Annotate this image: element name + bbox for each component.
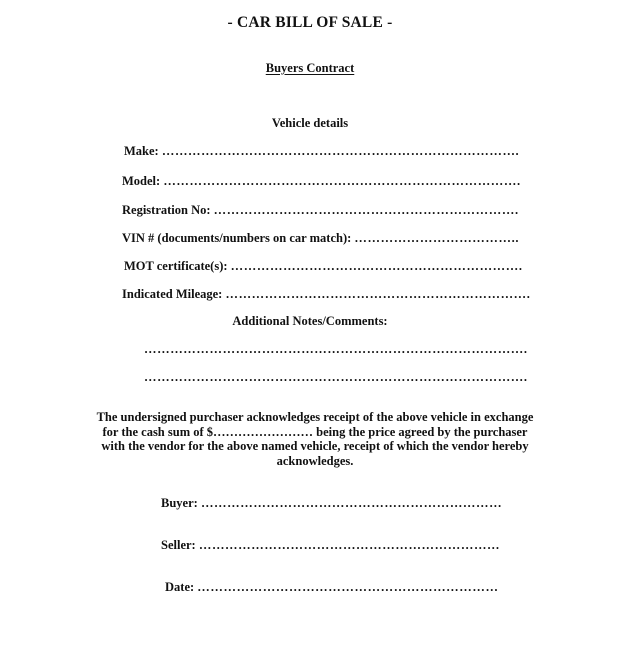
registration-label: Registration No:	[122, 203, 211, 217]
mot-blank[interactable]: ………………………………………………………….	[230, 259, 523, 273]
acknowledgement-paragraph: The undersigned purchaser acknowledges receipt of the above vehicle in exchange for the cash sum of $…………………… being the price agreed by the purchaser with the vendor for the above named vehicle, receipt of which the vendor hereby acknowledges.	[96, 410, 534, 468]
mileage-blank[interactable]: …………………………………………………………….	[225, 287, 531, 301]
mot-field[interactable]	[124, 259, 523, 274]
registration-field[interactable]	[122, 203, 519, 218]
make-label: Make:	[124, 144, 159, 158]
document-title: - CAR BILL OF SALE -	[227, 14, 393, 31]
seller-signature-field[interactable]	[161, 538, 501, 553]
make-blank[interactable]: ……………………………………………………………………….	[161, 144, 520, 158]
mot-label: MOT certificate(s):	[124, 259, 228, 273]
buyer-signature-field[interactable]	[161, 496, 503, 511]
notes-heading: Additional Notes/Comments:	[232, 314, 388, 328]
notes-line-2[interactable]: …………………………………………………………………………….	[144, 370, 528, 384]
vehicle-section-heading: Vehicle details	[271, 116, 349, 130]
date-label: Date:	[165, 580, 195, 594]
date-field[interactable]	[165, 580, 499, 595]
model-label: Model:	[122, 174, 161, 188]
buyer-label: Buyer:	[161, 496, 198, 510]
registration-blank[interactable]: …………………………………………………………….	[213, 203, 519, 217]
date-blank[interactable]: ……………………………………………………………	[197, 580, 499, 594]
vin-blank[interactable]: ………………………………..	[354, 231, 520, 245]
vin-field[interactable]	[122, 231, 520, 246]
vin-label: VIN # (documents/numbers on car match):	[122, 231, 352, 245]
seller-blank[interactable]: ……………………………………………………………	[198, 538, 501, 552]
mileage-label: Indicated Mileage:	[122, 287, 223, 301]
document-subtitle	[0, 61, 620, 76]
buyer-blank[interactable]: ……………………………………………………………	[200, 496, 503, 510]
subtitle-text: Buyers Contract	[265, 61, 355, 75]
model-field[interactable]	[122, 174, 521, 189]
notes-line-1[interactable]: …………………………………………………………………………….	[144, 342, 528, 356]
seller-label: Seller:	[161, 538, 196, 552]
model-blank[interactable]: ……………………………………………………………………….	[163, 174, 521, 188]
make-field[interactable]	[124, 144, 520, 159]
mileage-field[interactable]	[122, 287, 531, 302]
